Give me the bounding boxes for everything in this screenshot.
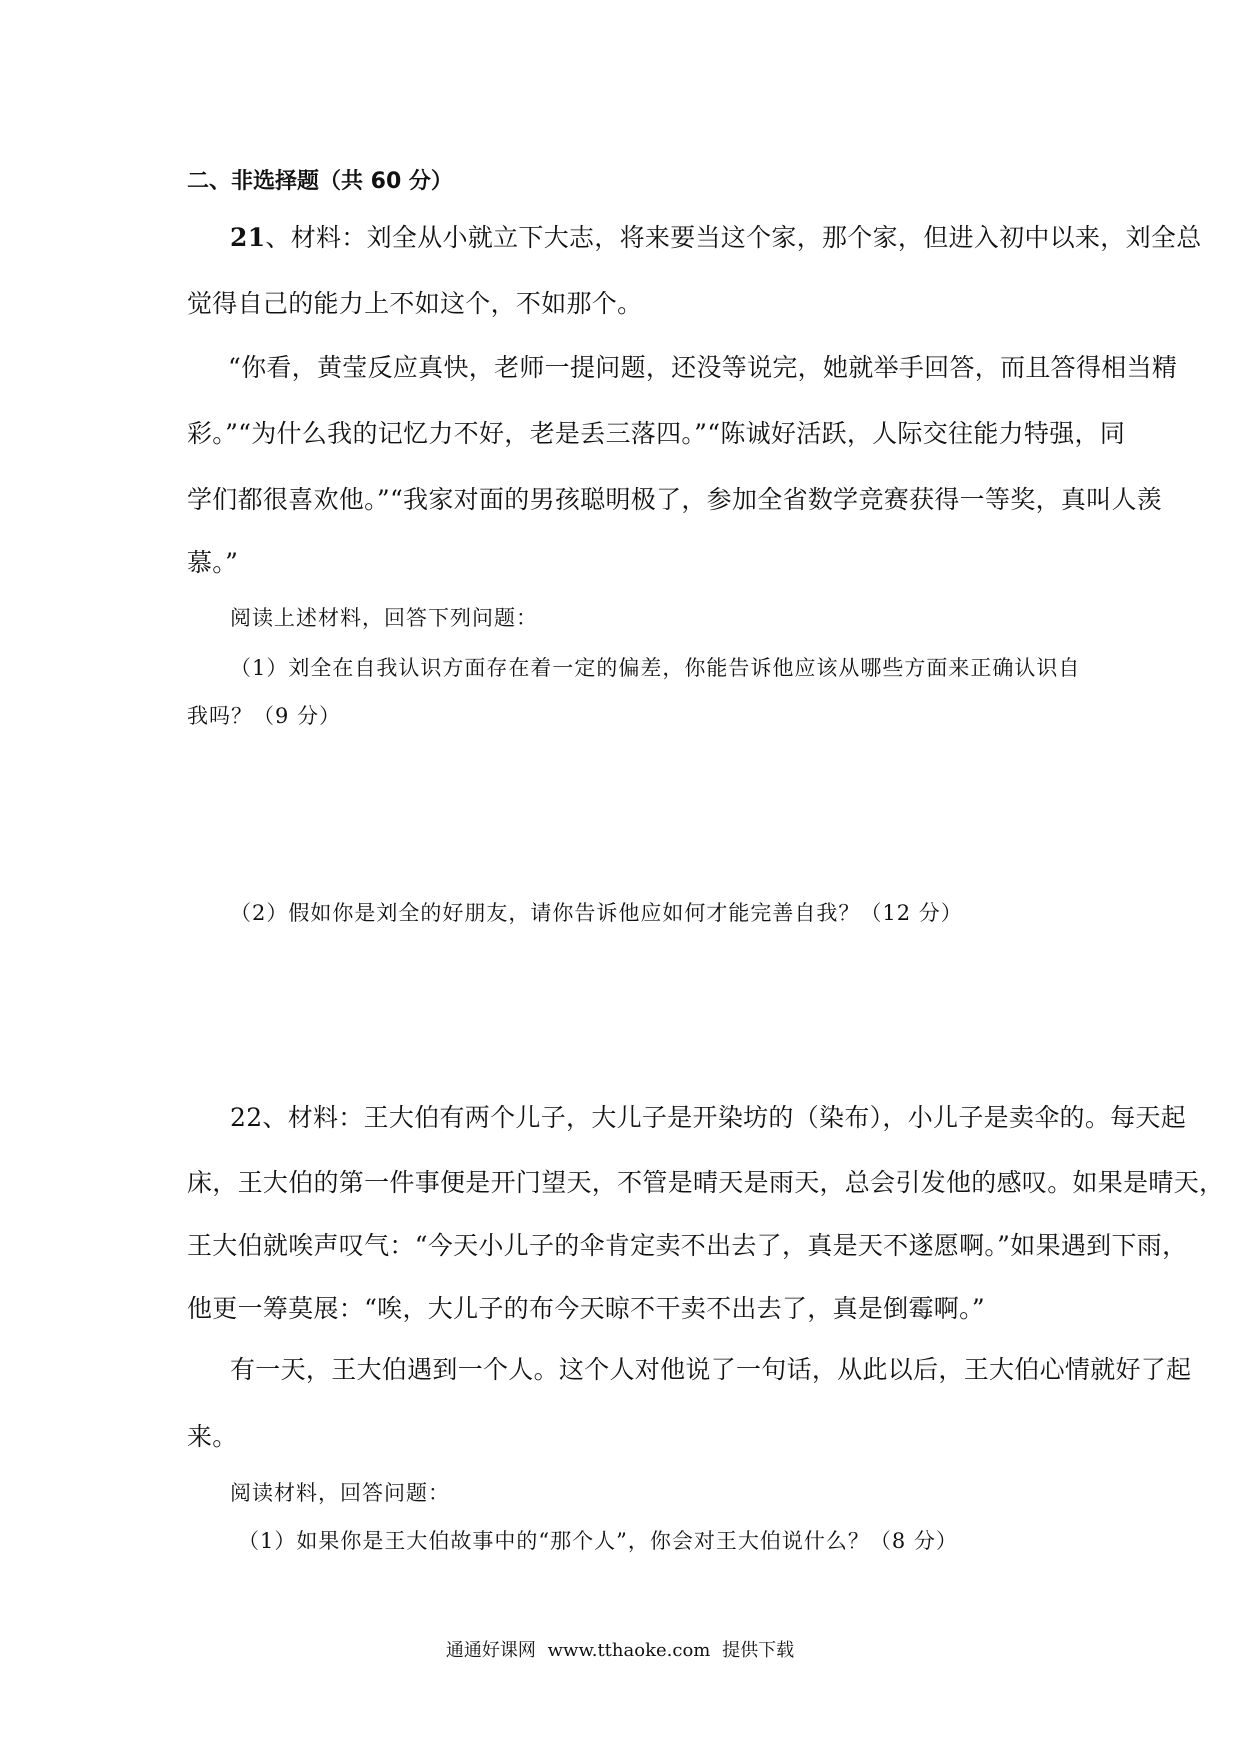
q22-instruction: 阅读材料，回答问题： [230, 1481, 450, 1505]
footer-url[interactable]: www.tthaoke.com [547, 1640, 711, 1661]
q22-material-line-5: 有一天，王大伯遇到一个人。这个人对他说了一句话，从此以后，王大伯心情就好了起 [230, 1355, 1192, 1384]
q22-material-line-6: 来。 [187, 1422, 238, 1451]
q21-sub1-line-2: 我吗？（9 分） [187, 704, 342, 728]
q21-material-line-1: 21、材料：刘全从小就立下大志，将来要当这个家，那个家，但进入初中以来，刘全总 [230, 223, 1202, 252]
q22-material-line-2: 床，王大伯的第一件事便是开门望天，不管是晴天是雨天，总会引发他的感叹。如果是晴天， [187, 1168, 1225, 1197]
q21-material-line-3: “你看，黄莹反应真快，老师一提问题，还没等说完，她就举手回答，而且答得相当精 [228, 353, 1178, 382]
q21-instruction: 阅读上述材料，回答下列问题： [230, 606, 538, 630]
footer-note: 提供下载 [722, 1640, 795, 1661]
page-footer [0, 1636, 1240, 1662]
q21-material-line-4: 彩。”“为什么我的记忆力不好，老是丢三落四。”“陈诚好活跃，人际交往能力特强，同 [187, 419, 1126, 448]
q22-material-line-3: 王大伯就唉声叹气：“今天小儿子的伞肯定卖不出去了，真是天不遂愿啊。”如果遇到下雨， [187, 1231, 1188, 1260]
q22-material-line-4: 他更一筹莫展：“唉，大儿子的布今天晾不干卖不出去了，真是倒霉啊。” [187, 1294, 985, 1323]
q21-sub2: （2）假如你是刘全的好朋友，请你告诉他应如何才能完善自我？（12 分） [230, 901, 963, 925]
q21-material-line-5: 学们都很喜欢他。”“我家对面的男孩聪明极了，参加全省数学竞赛获得一等奖，真叫人羡 [187, 485, 1163, 514]
section-heading: 二、非选择题（共 60 分） [187, 169, 453, 194]
q21-material-line-2: 觉得自己的能力上不如这个，不如那个。 [187, 289, 643, 318]
q21-sub1-line-1: （1）刘全在自我认识方面存在着一定的偏差，你能告诉他应该从哪些方面来正确认识自 [230, 656, 1081, 680]
q22-material-line-1: 22、材料：王大伯有两个儿子，大儿子是开染坊的（染布），小儿子是卖伞的。每天起 [230, 1103, 1187, 1132]
q21-number: 21 [230, 223, 266, 252]
q22-sub1: （1）如果你是王大伯故事中的“那个人”，你会对王大伯说什么？（8 分） [238, 1529, 958, 1553]
footer-site-name: 通通好课网 [445, 1640, 536, 1661]
q21-material-line-6: 慕。” [187, 548, 239, 577]
